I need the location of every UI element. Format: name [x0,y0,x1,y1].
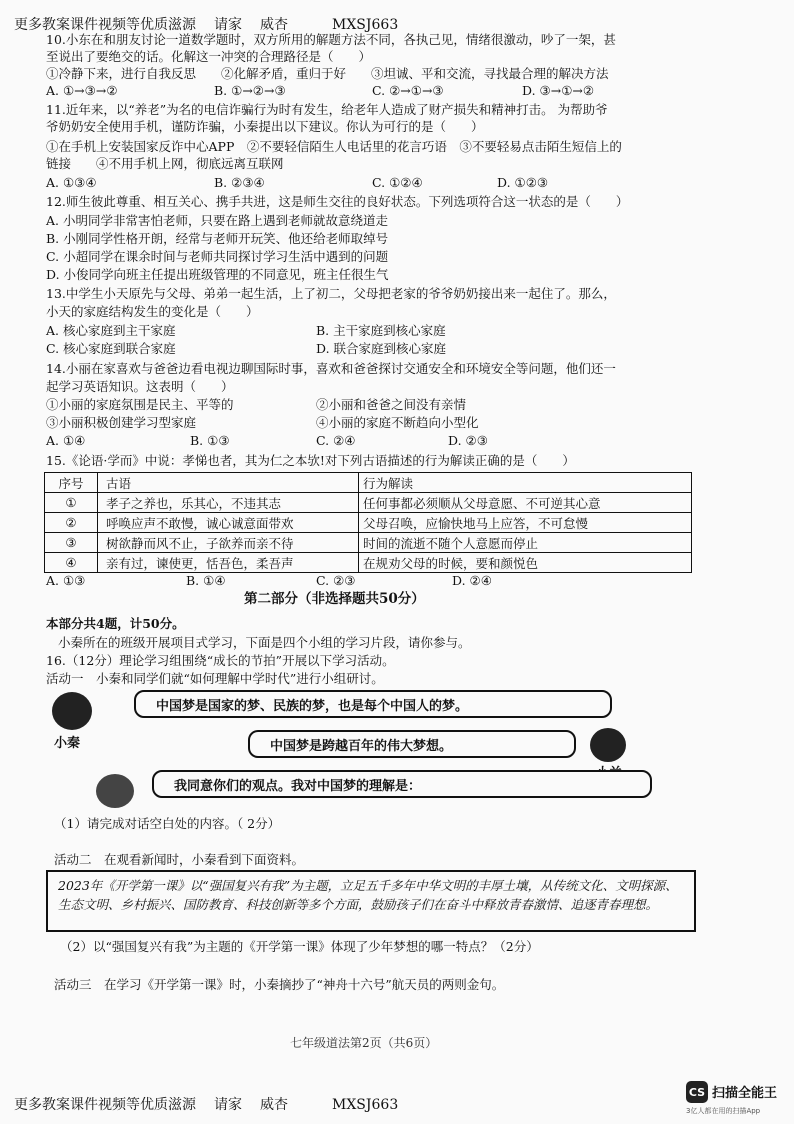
header-index: 序号 [45,473,98,493]
activity-1-heading: 活动一 小秦和同学们就“如何理解中学时代”进行小组研讨。 [46,671,384,686]
row-interpretation: 在规劝父母的时候，要和颜悦色 [359,553,692,573]
speech-bubble-1 [134,690,612,718]
watermark-name: 威杏 [260,17,288,33]
q13-option-d: D. 联合家庭到核心家庭 [316,341,447,356]
table-header-row [45,473,692,493]
header-interpretation: 行为解读 [359,473,692,493]
table-row [45,513,692,533]
q13-option-a: A. 核心家庭到主干家庭 [46,323,176,338]
q14-option-d: D. ②③ [448,433,488,448]
q14-stem-2: 起学习英语知识。这表明（ ） [46,379,234,394]
q16-stem: 16.（12分）理论学习组围绕“成长的节拍”开展以下学习活动。 [46,653,395,668]
watermark-name: 威杏 [260,1097,288,1113]
watermark-source: 更多教案课件视频等优质滋源 [14,17,196,33]
row-index: ① [45,493,98,513]
q14-option-c: C. ②④ [316,433,356,448]
q12-option-a: A. 小明同学非常害怕老师，只要在路上遇到老师就故意绕道走 [46,213,388,228]
student-third-avatar [96,774,134,808]
cs-logo-icon: CS [686,1081,708,1103]
bottom-watermark [14,1094,416,1114]
material-box [46,870,696,932]
speech-bubble-2-text: 中国梦是跨越百年的伟大梦想。 [270,738,453,754]
q14-option-a: A. ①④ [46,433,86,448]
part2-intro-1: 本部分共4题，计50分。 [46,616,185,631]
q12-option-c: C. 小超同学在课余时间与老师共同探讨学习生活中遇到的问题 [46,249,389,264]
row-index: ② [45,513,98,533]
part2-intro-2: 小秦所在的班级开展项目式学习，下面是四个小组的学习片段，请你参与。 [58,635,471,650]
table-row [45,533,692,553]
q10-stem-2: 至说出了要绝交的话。化解这一冲突的合理路径是（ ） [46,49,372,64]
q14-item-3: ③小丽积极创建学习型家庭 [46,415,197,430]
q15-option-a: A. ①③ [46,573,86,588]
q10-option-a: A. ①→③→② [46,83,118,98]
table-row [45,553,692,573]
sub-question-2: （2）以“强国复兴有我”为主题的《开学第一课》体现了少年梦想的哪一特点？（2分） [60,939,539,954]
student-qin-avatar [52,692,92,730]
watermark-code: MXSJ663 [332,17,399,33]
q14-item-1: ①小丽的家庭氛围是民主、平等的 [46,397,234,412]
q10-option-c: C. ②→①→③ [372,83,444,98]
watermark-source: 更多教案课件视频等优质滋源 [14,1097,196,1113]
row-saying: 孝子之养也，乐其心，不违其志 [98,493,359,513]
q14-item-2: ②小丽和爸爸之间没有亲情 [316,397,467,412]
q12-option-d: D. 小俊同学向班主任提出班级管理的不同意见，班主任很生气 [46,267,389,282]
q10-stem-1: 10.小东在和朋友讨论一道数学题时，双方所用的解题方法不同，各执己见，情绪很激动，吵了一架，甚 [46,32,616,47]
q12-option-b: B. 小刚同学性格开朗，经常与老师开玩笑、他还给老师取绰号 [46,231,389,246]
speech-bubble-3 [152,770,652,798]
q15-option-c: C. ②③ [316,573,356,588]
q11-option-a: A. ①③④ [46,175,97,190]
sub-question-1: （1）请完成对话空白处的内容。（ 2分） [54,816,281,831]
q11-option-d: D. ①②③ [497,175,549,190]
part2-title: 第二部分（非选择题共50分） [244,591,425,607]
scanner-name: 扫描全能王 [712,1086,778,1101]
q11-items-1: ①在手机上安装国家反诈中心APP ②不要轻信陌生人电话里的花言巧语 ③不要轻易点击陌生短信上的 [46,139,622,154]
q11-option-c: C. ①②④ [372,175,423,190]
q14-option-b: B. ①③ [190,433,230,448]
speech-bubble-1-text: 中国梦是国家的梦、民族的梦，也是每个中国人的梦。 [156,698,469,714]
activity-2-heading: 活动二 在观看新闻时，小秦看到下面资料。 [54,852,305,867]
scanner-tagline: 3亿人都在用的扫描App [686,1107,761,1115]
q12-stem: 12.师生彼此尊重、相互关心、携手共进，这是师生交往的良好状态。下列选项符合这一状态的是（ ） [46,194,629,209]
row-saying: 呼唤应声不敢慢，诚心诚意面带欢 [98,513,359,533]
watermark-please: 请家 [214,1097,242,1113]
q11-stem-2: 爷奶奶安全使用手机，谨防诈骗，小秦提出以下建议。你认为可行的是（ ） [46,119,484,134]
header-saying: 古语 [98,473,359,493]
row-saying: 树欲静而风不止，子欲养而亲不待 [98,533,359,553]
row-interpretation: 任何事都必须顺从父母意愿、不可逆其心意 [359,493,692,513]
table-row [45,493,692,513]
row-interpretation: 父母召唤，应愉快地马上应答，不可怠慢 [359,513,692,533]
q14-item-4: ④小丽的家庭不断趋向小型化 [316,415,479,430]
speech-bubble-2 [248,730,576,758]
student-lan-avatar [590,728,626,762]
q13-stem-2: 小天的家庭结构发生的变化是（ ） [46,304,259,319]
q13-option-c: C. 核心家庭到联合家庭 [46,341,176,356]
q11-stem-1: 11.近年来，以“养老”为名的电信诈骗行为时有发生，给老年人造成了财产损失和精神打击。 为帮助爷 [46,102,608,117]
q10-items: ①冷静下来，进行自我反思 ②化解矛盾，重归于好 ③坦诚、平和交流，寻找最合理的解决方法 [46,66,609,81]
q13-stem-1: 13.中学生小天原先与父母、弟弟一起生活，上了初二，父母把老家的爷爷奶奶接出来一起住了。那么， [46,286,616,301]
speech-bubble-3-text: 我同意你们的观点。我对中国梦的理解是： [174,778,422,794]
watermark-code: MXSJ663 [332,1097,399,1113]
row-index: ③ [45,533,98,553]
q15-table [44,472,692,573]
page-footer: 七年级道法第2页（共6页） [290,1036,438,1050]
q10-option-d: D. ③→①→② [522,83,595,98]
activity-3-heading: 活动三 在学习《开学第一课》时，小秦摘抄了“神舟十六号”航天员的两则金句。 [54,977,505,992]
watermark-please: 请家 [214,17,242,33]
q15-option-d: D. ②④ [452,573,492,588]
row-index: ④ [45,553,98,573]
q15-option-b: B. ①④ [186,573,226,588]
q15-stem: 15.《论语·学而》中说：孝悌也者，其为仁之本欤!对下列古语描述的行为解读正确的是（ ） [46,453,575,468]
q14-stem-1: 14.小丽在家喜欢与爸爸边看电视边聊国际时事，喜欢和爸爸探讨交通安全和环境安全等问题，他们还一 [46,361,616,376]
student-qin-label: 小秦 [54,736,81,751]
q10-option-b: B. ①→②→③ [214,83,286,98]
material-text: 2023年《开学第一课》以“强国复兴有我”为主题，立足五千多年中华文明的丰厚土壤，从传统文化、文明探源、生态文明、乡村振兴、国防教育、科技创新等多个方面，鼓励孩子们在奋斗中释放青春激情、追逐青春理想。 [58,878,678,912]
row-saying: 亲有过，谏使更，恬吾色，柔吾声 [98,553,359,573]
q11-items-2: 链接 ④不用手机上网，彻底远离互联网 [46,156,284,171]
row-interpretation: 时间的流逝不随个人意愿而停止 [359,533,692,553]
q13-option-b: B. 主干家庭到核心家庭 [316,323,446,338]
q11-option-b: B. ②③④ [214,175,265,190]
